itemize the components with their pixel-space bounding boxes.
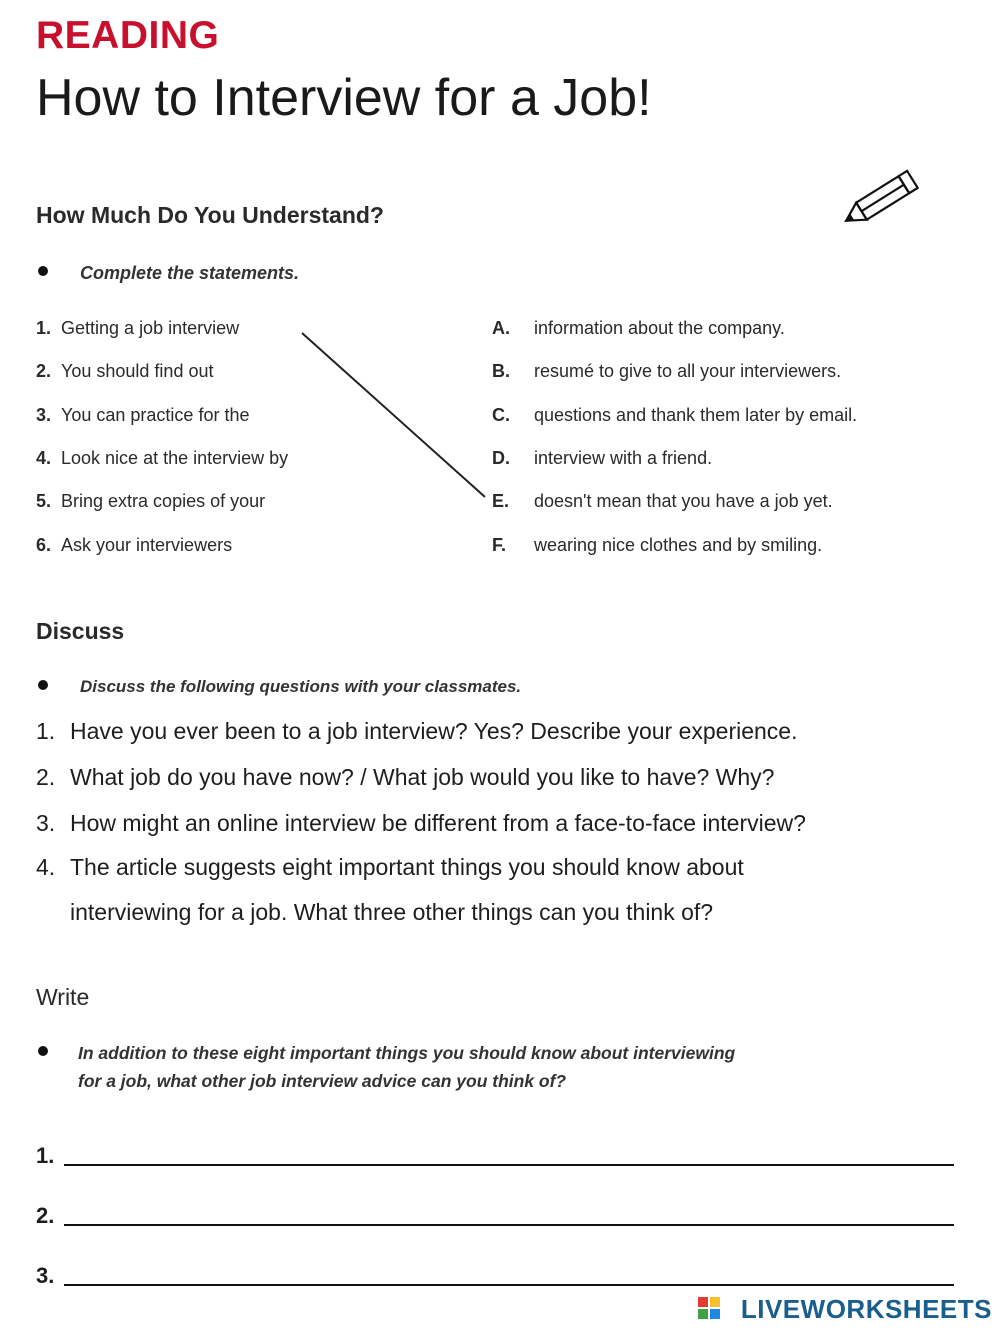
discuss-question-continuation: interviewing for a job. What three other things can you think of? — [70, 899, 714, 925]
discuss-question: 4. The article suggests eight important things you should know about — [36, 854, 744, 880]
match-left-item: 4. Look nice at the interview by — [36, 448, 289, 468]
section-label: READING — [36, 14, 220, 57]
match-right-item: C. questions and thank them later by email. — [492, 405, 858, 425]
match-right-item: A. information about the company. — [492, 318, 785, 338]
write-line-1[interactable] — [64, 1164, 954, 1166]
write-line-3[interactable] — [64, 1284, 954, 1286]
write-line-label: 1. — [36, 1143, 55, 1168]
write-heading: Write — [36, 984, 90, 1010]
footer-logo: LIVEWORKSHEETS — [740, 1294, 992, 1324]
match-right-item: F. wearing nice clothes and by smiling. — [492, 535, 823, 555]
page-title: How to Interview for a Job! — [36, 69, 652, 127]
discuss-heading: Discuss — [36, 618, 125, 644]
match-right-item: D. interview with a friend. — [492, 448, 713, 468]
write-line-label: 3. — [36, 1263, 55, 1288]
match-left-item: 3. You can practice for the — [36, 405, 250, 425]
write-line-2[interactable] — [64, 1224, 954, 1226]
match-left-item: 5. Bring extra copies of your — [36, 491, 266, 511]
match-left-item: 1. Getting a job interview — [36, 318, 240, 338]
understand-instruction: Complete the statements. — [80, 263, 300, 283]
write-instruction-line1: In addition to these eight important things you should know about interviewing — [78, 1043, 736, 1063]
discuss-question: 3. How might an online interview be different from a face-to-face interview? — [36, 810, 806, 836]
discuss-question: 2. What job do you have now? / What job would you like to have? Why? — [36, 764, 775, 790]
discuss-instruction: Discuss the following questions with your classmates. — [80, 677, 522, 696]
write-line-label: 2. — [36, 1203, 55, 1228]
understand-heading: How Much Do You Understand? — [36, 202, 384, 228]
match-left-item: 2. You should find out — [36, 361, 214, 381]
bullet-icon — [38, 680, 48, 690]
match-left-item: 6. Ask your interviewers — [36, 535, 233, 555]
write-instruction-line2: for a job, what other job interview advice can you think of? — [78, 1071, 567, 1091]
match-right-item: B. resumé to give to all your interviewers. — [492, 361, 842, 381]
liveworksheets-logo-icon — [698, 1297, 722, 1321]
discuss-question: 1. Have you ever been to a job interview? Yes? Describe your experience. — [36, 718, 798, 744]
bullet-icon — [38, 1046, 48, 1056]
match-right-item: E. doesn't mean that you have a job yet. — [492, 491, 833, 511]
